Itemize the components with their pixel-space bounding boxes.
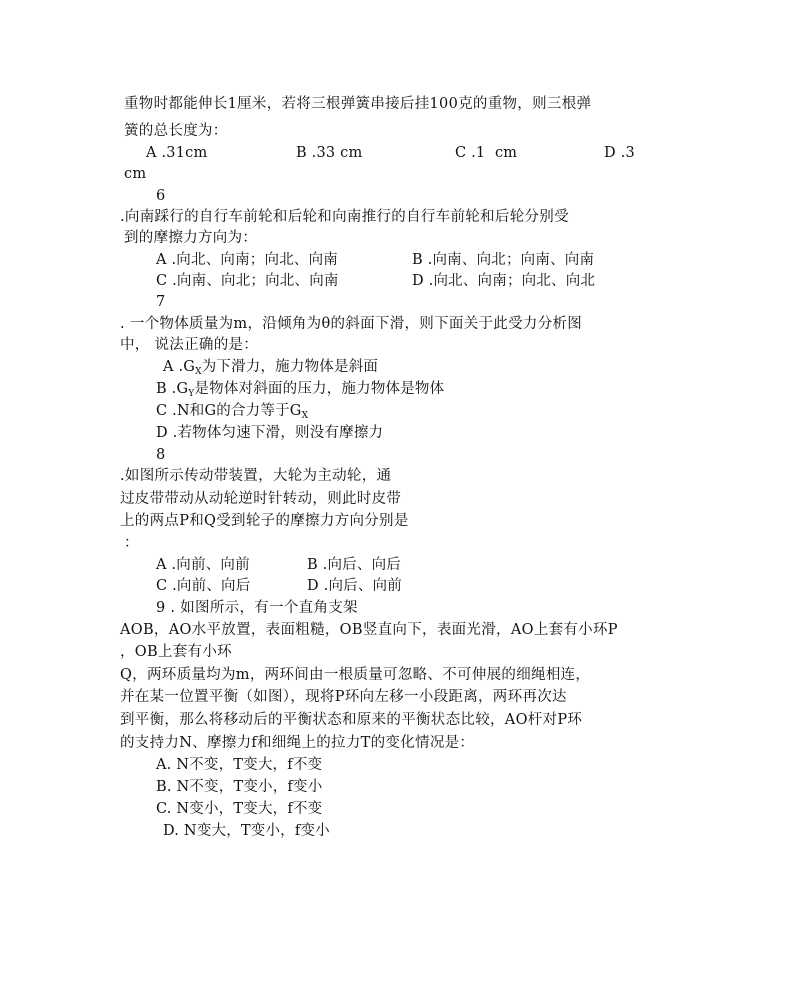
option-d: D .向后、向前 bbox=[307, 578, 402, 594]
text-line: 中， 说法正确的是： bbox=[120, 337, 259, 353]
question-number: 6 bbox=[156, 188, 166, 204]
option-b: B .33 cm bbox=[296, 145, 363, 161]
text-line: .如图所示传动带装置，大轮为主动轮，通 bbox=[120, 468, 392, 484]
question-number: 7 bbox=[156, 294, 166, 310]
text-line: 到平衡，那么将移动后的平衡状态和原来的平衡状态比较，AO杆对P环 bbox=[120, 712, 583, 728]
option-c: C. N变小，T变大，f不变 bbox=[156, 801, 323, 817]
option-c: C .向前、向后 bbox=[156, 578, 251, 594]
option-b: B $.G_Y$是物体对斜面的压力，施力物体是物体 bbox=[156, 381, 445, 399]
text-line: 簧的总长度为： bbox=[124, 123, 228, 139]
option-c: C .向南、向北；向北、向南 bbox=[156, 273, 339, 289]
text-line: cm bbox=[124, 166, 147, 182]
text-line: .向南踩行的自行车前轮和后轮和向南推行的自行车前轮和后轮分别受 bbox=[120, 209, 569, 225]
text-line: ： bbox=[124, 535, 139, 551]
option-c: C .1 cm bbox=[455, 145, 518, 161]
question-number: 8 bbox=[156, 447, 166, 463]
option-d: D .向北、向南；向北、向北 bbox=[412, 273, 596, 289]
option-a: A .31cm bbox=[146, 145, 208, 161]
text-line: 的支持力N、摩擦力f和细绳上的拉力T的变化情况是： bbox=[120, 735, 475, 751]
text-line: Q，两环质量均为m，两环间由一根质量可忽略、不可伸展的细绳相连， bbox=[120, 667, 591, 683]
option-d: D. N变大，T变小，f变小 bbox=[163, 823, 330, 839]
option-c: C .N和G的合力等于$G_X$ bbox=[156, 403, 309, 421]
text-line: ，OB上套有小环 bbox=[120, 644, 232, 660]
option-b: B .向南、向北；向南、向南 bbox=[412, 252, 595, 268]
option-a: A. N不变，T变大，f不变 bbox=[156, 757, 323, 773]
text-line: 并在某一位置平衡（如图），现将P环向左移一小段距离，两环再次达 bbox=[120, 689, 567, 705]
text-line: 到的摩擦力方向为： bbox=[124, 230, 258, 246]
text-line: 重物时都能伸长1厘米，若将三根弹簧串接后挂100克的重物，则三根弹 bbox=[124, 96, 592, 112]
option-d: D .3 bbox=[604, 145, 635, 161]
option-a: A .向前、向前 bbox=[156, 557, 250, 573]
text-line: 上的两点P和Q受到轮子的摩擦力方向分别是 bbox=[120, 513, 409, 529]
option-a: A .向北、向南；向北、向南 bbox=[156, 252, 338, 268]
text-line: . 一个物体质量为m，沿倾角为θ的斜面下滑，则下面关于此受力分析图 bbox=[120, 316, 583, 332]
option-b: B .向后、向后 bbox=[307, 557, 401, 573]
option-b: B. N不变，T变小，f变小 bbox=[156, 779, 323, 795]
text-line: 9 . 如图所示，有一个直角支架 bbox=[156, 600, 358, 616]
text-line: AOB，AO水平放置，表面粗糙，OB竖直向下，表面光滑，AO上套有小环P bbox=[120, 622, 618, 638]
option-d: D .若物体匀速下滑，则没有摩擦力 bbox=[156, 425, 384, 441]
text-line: 过皮带带动从动轮逆时针转动，则此时皮带 bbox=[120, 491, 402, 507]
option-a: A $.G_X$为下滑力，施力物体是斜面 bbox=[163, 359, 379, 377]
